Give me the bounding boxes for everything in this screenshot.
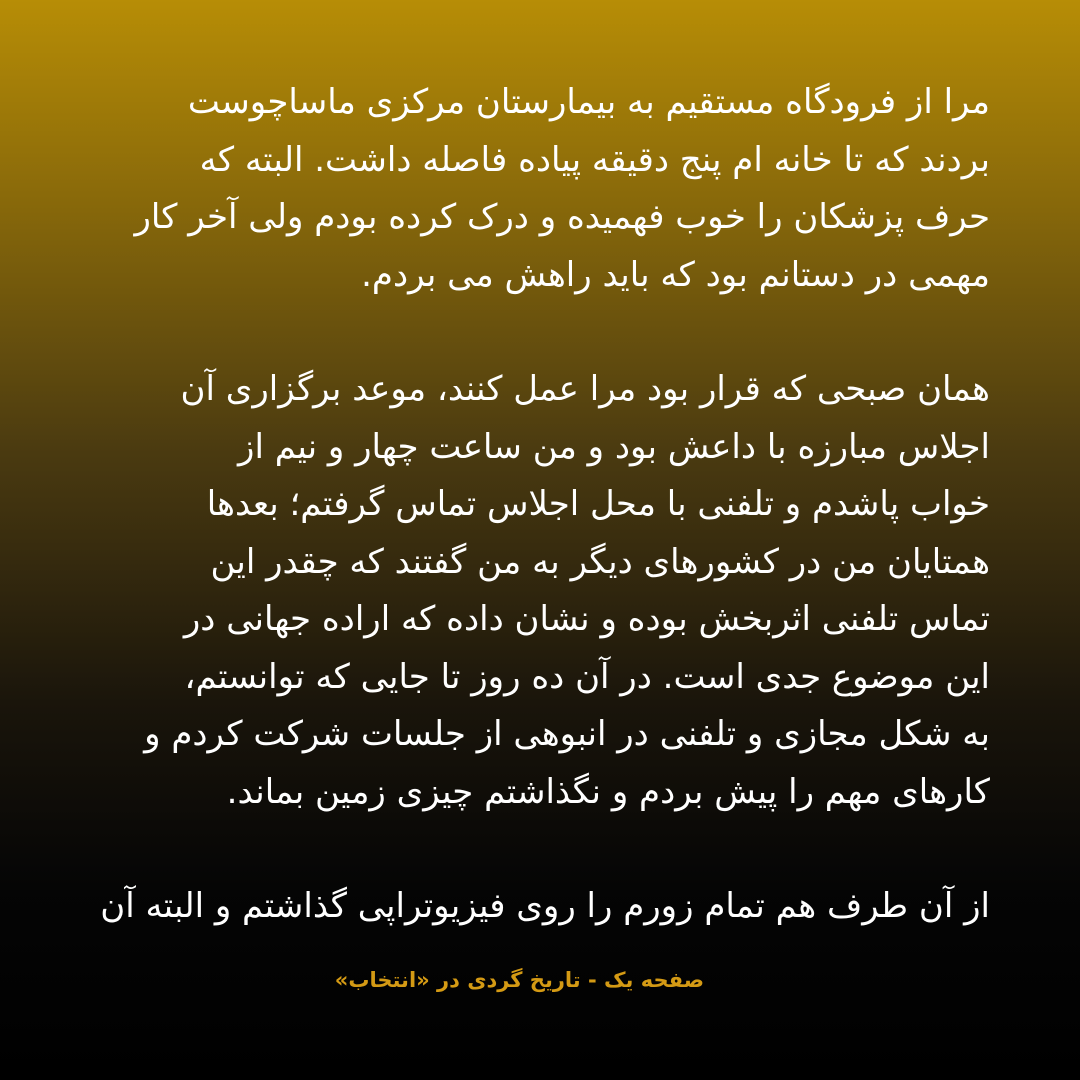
text-line: اجلاس مبارزه با داعش بود و من ساعت چهار و نیم از: [238, 426, 990, 467]
text-line: تماس تلفنی اثربخش بوده و نشان داده که اراده جهانی در: [183, 599, 990, 639]
text-line: مرا از فرودگاه مستقیم به بیمارستان مرکزی ماساچوست: [187, 82, 990, 122]
paragraph-3: [90, 878, 990, 936]
text-line: کارهای مهم را پیش بردم و نگذاشتم چیزی زمین بماند.: [226, 771, 990, 812]
page-footer-caption: صفحه یک - تاریخ گردی در «انتخاب»: [334, 968, 704, 992]
text-line: بردند که تا خانه ام پنج دقیقه پیاده فاصله داشت. البته که: [199, 139, 990, 180]
text-line: این موضوع جدی است. در آن ده روز تا جایی که توانستم،: [184, 656, 990, 697]
article-body: [90, 74, 990, 993]
paragraph-1: [90, 74, 990, 304]
text-line: همتایان من در کشورهای دیگر به من گفتند که چقدر این: [210, 541, 990, 582]
text-line: همان صبحی که قرار بود مرا عمل کنند، موعد برگزاری آن: [180, 369, 990, 409]
text-line: خواب پاشدم و تلفنی با محل اجلاس تماس گرفتم؛ بعدها: [206, 484, 990, 524]
text-line: حرف پزشکان را خوب فهمیده و درک کرده بودم ولی آخر کار: [134, 197, 990, 237]
text-line: مهمی در دستانم بود که باید راهش می بردم.: [361, 254, 990, 295]
text-line: به شکل مجازی و تلفنی در انبوهی از جلسات شرکت کردم و: [144, 714, 990, 754]
text-line: از آن طرف هم تمام زورم را روی فیزیوتراپی گذاشتم و البته آن: [100, 886, 990, 926]
paragraph-2: [90, 361, 990, 821]
